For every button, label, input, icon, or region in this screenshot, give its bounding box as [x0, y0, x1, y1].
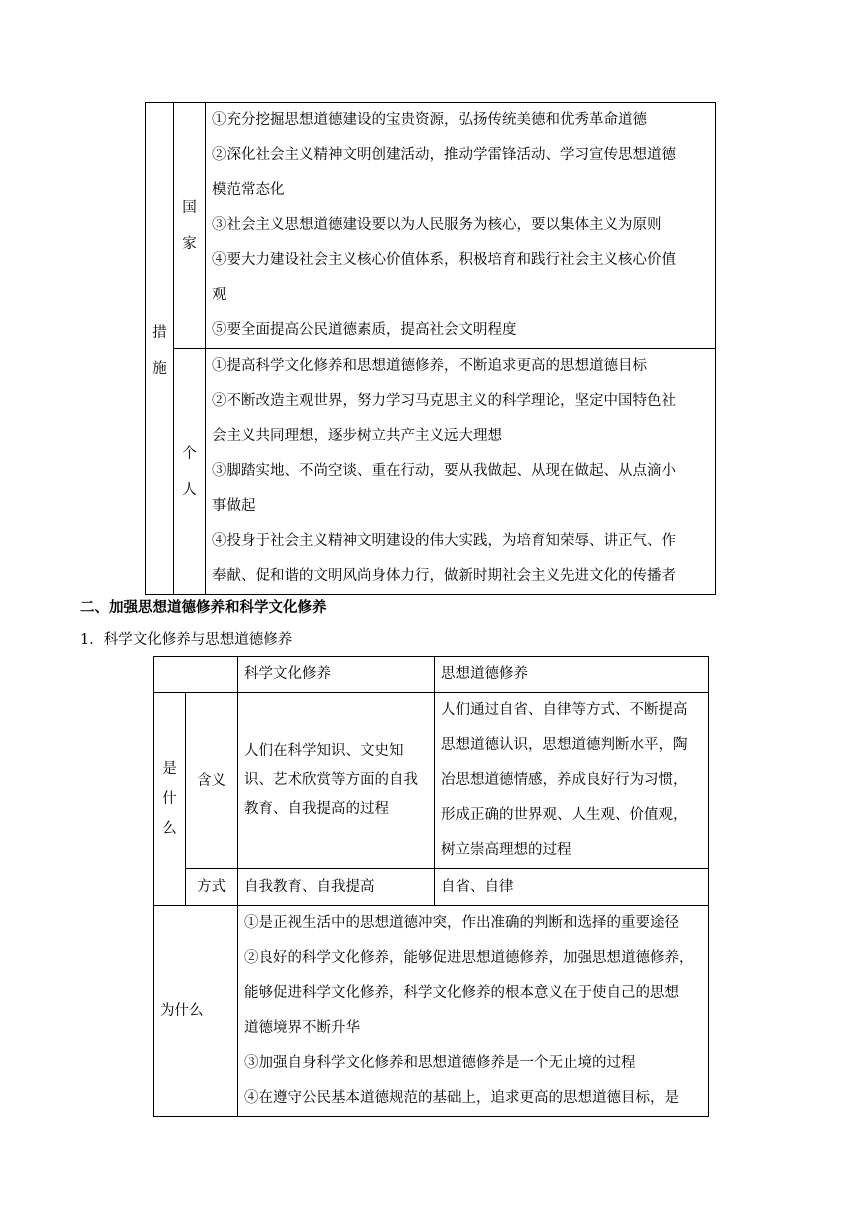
comparison-table	[153, 656, 709, 1117]
method-science: 自我教育、自我提高	[238, 869, 435, 906]
method-moral: 自省、自律	[435, 869, 709, 906]
subheading: 1．科学文化修养与思想道德修养	[80, 632, 293, 648]
col-header-science: 科学文化修养	[238, 657, 435, 693]
table-row	[154, 869, 709, 906]
country-measures: ①充分挖掘思想道德建设的宝贵资源，弘扬传统美德和优秀革命道德 ②深化社会主义精神文明创建活动，推动学雷锋活动、学习宣传思想道德 模范常态化 ③社会主义思想道德建设要以为人民服务为核心，要以集体主义为原则 ④要大力建设社会主义核心价值体系，积极培育和践行社会主义核心价值 观 ⑤要全面提高公民道德素质，提高社会文明程度	[206, 103, 716, 349]
individual-label: 个 人	[174, 349, 206, 595]
table-row	[154, 906, 709, 1117]
measures-table	[145, 102, 716, 595]
table-row	[146, 103, 716, 349]
table-row	[154, 657, 709, 693]
individual-measures: ①提高科学文化修养和思想道德修养，不断追求更高的思想道德目标 ②不断改造主观世界，努力学习马克思主义的科学理论，坚定中国特色社 会主义共同理想，逐步树立共产主义远大理想 ③脚踏实地、不尚空谈、重在行动，要从我做起、从现在做起、从点滴小 事做起 ④投身于社会主义精神文明建设的伟大实践，为培育知荣辱、讲正气、作 奉献、促和谐的文明风尚身体力行，做新时期社会主义先进文化的传播者	[206, 349, 716, 595]
corner-cell	[154, 657, 238, 693]
meaning-moral: 人们通过自省、自律等方式、不断提高 思想道德认识，思想道德判断水平，陶 冶思想道德情感，养成良好行为习惯， 形成正确的世界观、人生观、价值观， 树立崇高理想的过程	[435, 693, 709, 869]
table-row	[154, 693, 709, 869]
why-content: ①是正视生活中的思想道德冲突，作出准确的判断和选择的重要途径 ②良好的科学文化修养，能够促进思想道德修养，加强思想道德修养， 能够促进科学文化修养，科学文化修养的根本意义在于使自己的思想 道德境界不断升华 ③加强自身科学文化修养和思想道德修养是一个无止境的过程 ④在遵守公民基本道德规范的基础上，追求更高的思想道德目标，是	[238, 906, 709, 1117]
why-label: 为什么	[154, 906, 238, 1117]
country-label: 国 家	[174, 103, 206, 349]
col-header-moral: 思想道德修养	[435, 657, 709, 693]
what-label: 是 什 么	[154, 693, 186, 906]
method-label: 方式	[186, 869, 238, 906]
section-heading: 二、加强思想道德修养和科学文化修养	[80, 600, 327, 616]
meaning-label: 含义	[186, 693, 238, 869]
table-row	[146, 349, 716, 595]
measures-label: 措 施	[146, 103, 174, 595]
meaning-science: 人们在科学知识、文史知 识、艺术欣赏等方面的自我 教育、自我提高的过程	[238, 693, 435, 869]
